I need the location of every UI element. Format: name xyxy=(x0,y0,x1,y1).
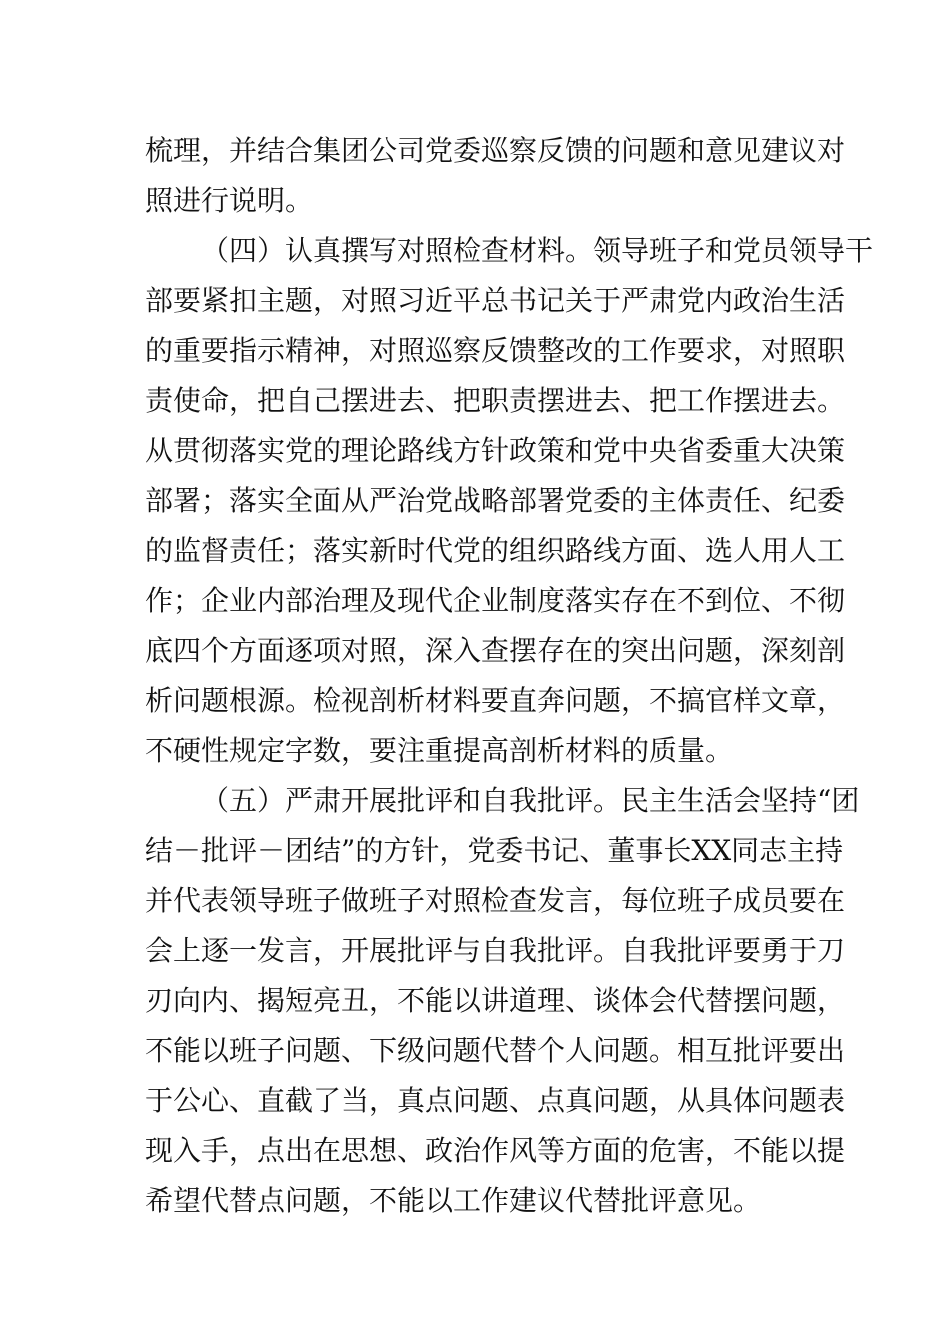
text-line: 部要紧扣主题，对照习近平总书记关于严肃党内政治生活 xyxy=(145,284,846,317)
body-text xyxy=(145,126,874,1226)
text-line: 现入手，点出在思想、政治作风等方面的危害，不能以提 xyxy=(145,1134,846,1167)
text-line: 结－批评－团结”的方针，党委书记、董事长XX同志主持 xyxy=(145,834,844,867)
text-line: 不能以班子问题、下级问题代替个人问题。相互批评要出 xyxy=(145,1034,846,1067)
text-line: 照进行说明。 xyxy=(145,184,314,217)
text-line: 并代表领导班子做班子对照检查发言，每位班子成员要在 xyxy=(145,884,846,917)
section-heading-line: （四）认真撰写对照检查材料。领导班子和党员领导干 xyxy=(201,234,874,267)
text-line: 于公心、直截了当，真点问题、点真问题，从具体问题表 xyxy=(145,1084,846,1117)
text-line: 不硬性规定字数，要注重提高剖析材料的质量。 xyxy=(145,734,734,767)
text-line: 刃向内、揭短亮丑，不能以讲道理、谈体会代替摆问题， xyxy=(145,984,846,1017)
text-line: 责使命，把自己摆进去、把职责摆进去、把工作摆进去。 xyxy=(145,384,846,417)
text-line: 从贯彻落实党的理论路线方针政策和党中央省委重大决策 xyxy=(145,434,846,467)
text-line: 部署；落实全面从严治党战略部署党委的主体责任、纪委 xyxy=(145,484,846,517)
text-line: 析问题根源。检视剖析材料要直奔问题，不搞官样文章， xyxy=(145,684,846,717)
text-line: 会上逐一发言，开展批评与自我批评。自我批评要勇于刀 xyxy=(145,934,846,967)
text-line: 底四个方面逐项对照，深入查摆存在的突出问题，深刻剖 xyxy=(145,634,846,667)
section-heading-line: （五）严肃开展批评和自我批评。民主生活会坚持“团 xyxy=(201,784,860,817)
text-line: 梳理，并结合集团公司党委巡察反馈的问题和意见建议对 xyxy=(145,134,846,167)
text-line: 的重要指示精神，对照巡察反馈整改的工作要求，对照职 xyxy=(145,334,846,367)
text-line: 的监督责任；落实新时代党的组织路线方面、选人用人工 xyxy=(145,534,846,567)
text-line: 作；企业内部治理及现代企业制度落实存在不到位、不彻 xyxy=(145,584,846,617)
text-line: 希望代替点问题，不能以工作建议代替批评意见。 xyxy=(145,1184,762,1217)
